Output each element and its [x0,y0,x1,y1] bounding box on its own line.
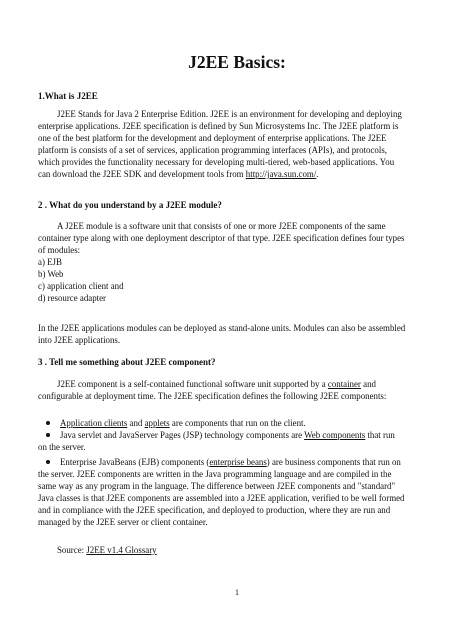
paragraph-line: enterprise applications. J2EE specification is defined by Sun Microsystems Inc. The J2EE platform is [38,121,399,131]
list-item-continuation: Java classes is that J2EE components are assembled into a J2EE application, verified to be well formed [38,493,405,503]
module-item: c) application client and [38,281,124,291]
list-item [38,417,448,429]
bullet-icon [46,433,50,437]
document-title: J2EE Basics: [188,52,286,72]
paragraph-line: one of the best platform for the development and deployment of enterprise applications. The J2EE [38,133,387,143]
glossary-link[interactable]: J2EE v1.4 Glossary [86,545,157,555]
text: and [360,379,376,389]
paragraph-line [38,378,440,390]
paragraph-line: of modules: [38,245,81,255]
text: that run [365,430,395,440]
text: . [316,169,319,179]
enterprise-beans-link[interactable]: enterprise beans [209,457,267,467]
list-item-continuation: the server. J2EE components are written in the Java programming language and are compiled in the [38,469,392,479]
component-list [38,417,448,528]
page-number: 1 [235,588,239,597]
text: J2EE component is a self-contained functional software unit supported by a [57,379,328,389]
paragraph-line: In the J2EE applications modules can be deployed as stand-alone units. Modules can also be assembled [38,323,406,333]
web-components-link[interactable]: Web components [304,430,366,440]
section-2-heading: 2 . What do you understand by a J2EE module? [38,200,222,210]
module-item: b) Web [38,269,64,279]
text: can download the J2EE SDK and development tools from [38,169,246,179]
paragraph-line: platform is consists of a set of services, application programming interfaces (APIs), and protocols, [38,145,387,155]
section-2-paragraph [38,220,440,304]
bullet-icon [46,421,50,425]
application-clients-link[interactable]: Application clients [60,418,128,428]
applets-link[interactable]: applets [144,418,170,428]
paragraph-line: container type along with one deployment descriptor of that type. J2EE specification defines four types [38,233,405,243]
text: Enterprise JavaBeans (EJB) components ( [60,457,210,467]
list-item-continuation: on the server. [38,442,86,452]
section-2-paragraph-2 [38,322,440,346]
paragraph-line: which provides the functionality necessary for developing multi-tiered, web-based applications. You [38,157,395,167]
paragraph-line: configurable at deployment time. The J2EE specification defines the following J2EE components: [38,391,387,401]
list-item [38,429,448,453]
java-sun-link[interactable]: http://java.sun.com/ [245,169,317,179]
module-item: a) EJB [38,257,62,267]
list-item [38,456,448,528]
paragraph-line [38,168,440,180]
section-3-heading: 3 . Tell me something about J2EE component? [38,357,216,367]
bullet-icon [46,460,50,464]
paragraph-line: into J2EE applications. [38,335,121,345]
section-3-intro [38,378,440,402]
section-1-heading: 1.What is J2EE [38,91,98,101]
list-item-continuation: and in compliance with the J2EE specification, and deployed to production, where they are run and [38,505,391,515]
text: and [127,418,145,428]
source-line [57,545,157,555]
list-item-continuation: managed by the J2EE server or client container. [38,517,208,527]
module-item: d) resource adapter [38,293,107,303]
text: Source: [57,545,87,555]
text: ) are business components that run on [266,457,401,467]
container-link[interactable]: container [327,379,361,389]
text: are components that run on the client. [169,418,306,428]
paragraph-line: A J2EE module is a software unit that consists of one or more J2EE components of the same [57,221,386,231]
section-1-paragraph [38,108,440,180]
paragraph-line: J2EE Stands for Java 2 Enterprise Edition. J2EE is an environment for developing and deploying [57,109,402,119]
text: Java servlet and JavaServer Pages (JSP) technology components are [60,430,305,440]
list-item-continuation: same way as any program in the language. The difference between J2EE components and "standard" [38,481,396,491]
